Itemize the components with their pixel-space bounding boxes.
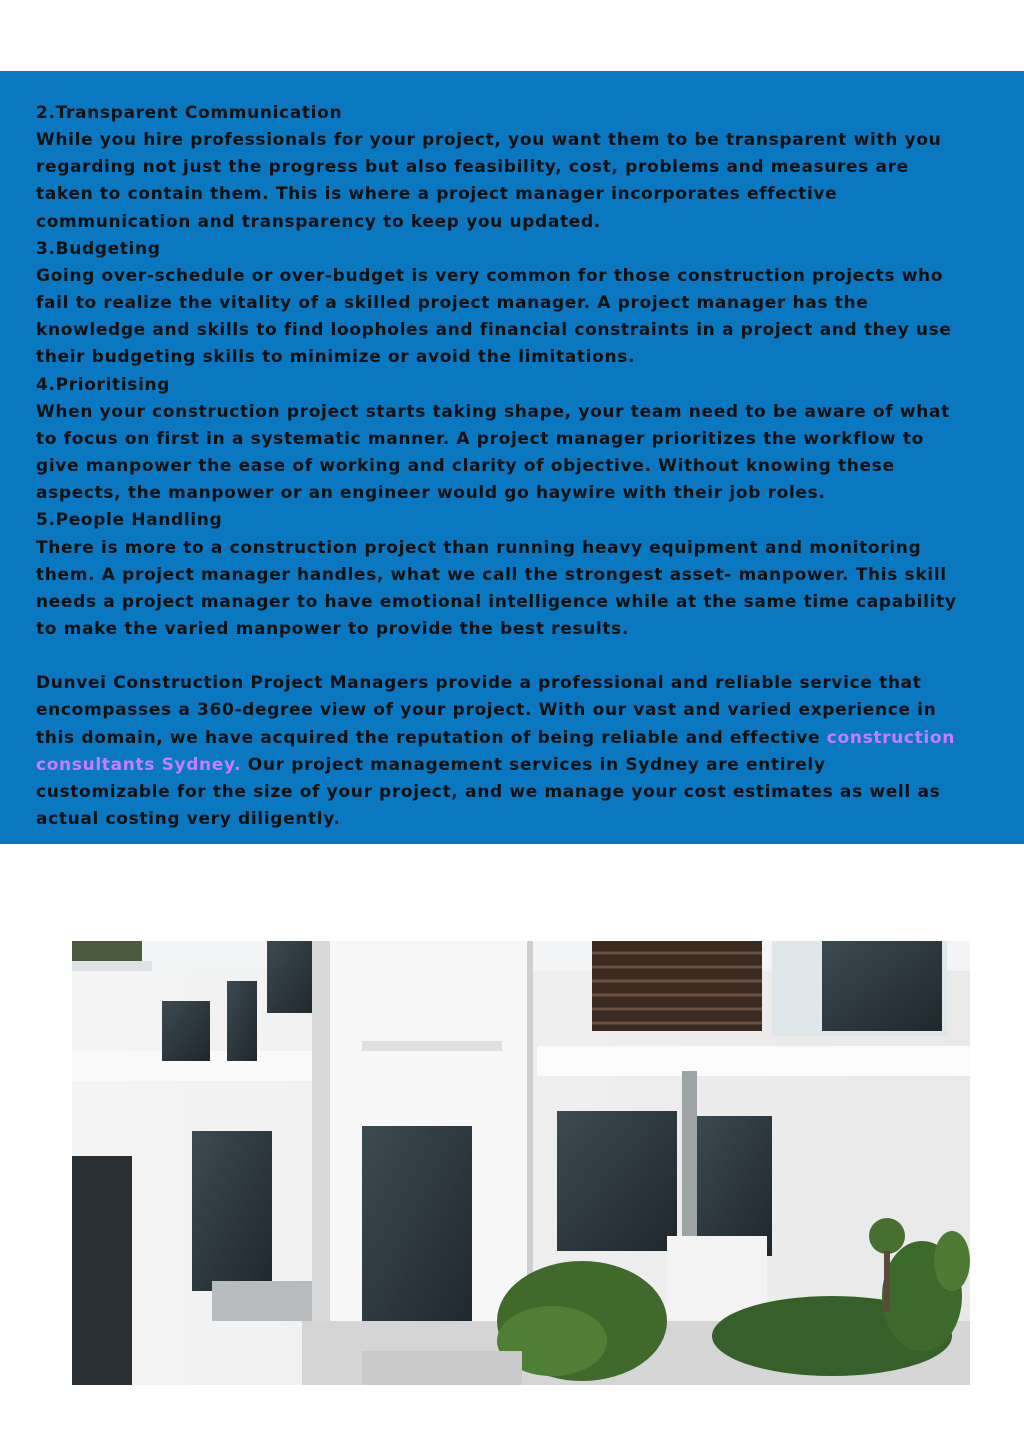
section-line: needs a project manager to have emotional intelligence while at the same time capability [36,591,957,612]
closing-text: this domain, we have acquired the reputation of being reliable and effective [36,727,827,748]
closing-line: customizable for the size of your project, and we manage your cost estimates as well as [36,781,941,802]
section-line: taken to contain them. This is where a project manager incorporates effective [36,184,838,205]
closing-line [36,752,996,779]
closing-line: encompasses a 360-degree view of your project. With our vast and varied experience in [36,700,937,721]
section-line: While you hire professionals for your project, you want them to be transparent with you [36,130,942,151]
closing-line [36,725,996,752]
paragraph-gap [36,643,996,670]
section-line: fail to realize the vitality of a skilled project manager. A project manager has the [36,293,869,314]
section-line: knowledge and skills to find loopholes and financial constraints in a project and they use [36,320,952,341]
section-heading: 2.Transparent Communication [36,103,343,123]
section-line: regarding not just the progress but also feasibility, cost, problems and measures are [36,157,909,178]
section-line: When your construction project starts taking shape, your team need to be aware of what [36,401,950,422]
article-text [36,100,996,833]
section-line: There is more to a construction project than running heavy equipment and monitoring [36,537,922,558]
closing-text: Our project management services in Sydney are entirely [241,754,826,775]
consultants-link-start[interactable]: construction [826,727,955,748]
consultants-link-end[interactable]: consultants Sydney. [36,754,242,775]
house-photo [72,941,970,1385]
section-line: to make the varied manpower to provide the best results. [36,618,630,639]
closing-line: actual costing very diligently. [36,809,341,830]
section-heading: 5.People Handling [36,510,223,531]
closing-line: Dunvei Construction Project Managers provide a professional and reliable service that [36,673,922,694]
section-heading: 4.Prioritising [36,374,171,395]
section-line: give manpower the ease of working and clarity of objective. Without knowing these [36,456,895,477]
section-line: them. A project manager handles, what we call the strongest asset- manpower. This skill [36,564,947,585]
section-line: their budgeting skills to minimize or avoid the limitations. [36,347,636,368]
section-line: aspects, the manpower or an engineer would go haywire with their job roles. [36,483,826,504]
section-heading: 3.Budgeting [36,238,161,259]
section-line: communication and transparency to keep you updated. [36,211,601,232]
section-line: to focus on first in a systematic manner. A project manager prioritizes the workflow to [36,428,924,449]
section-line: Going over-schedule or over-budget is very common for those construction projects who [36,265,944,286]
